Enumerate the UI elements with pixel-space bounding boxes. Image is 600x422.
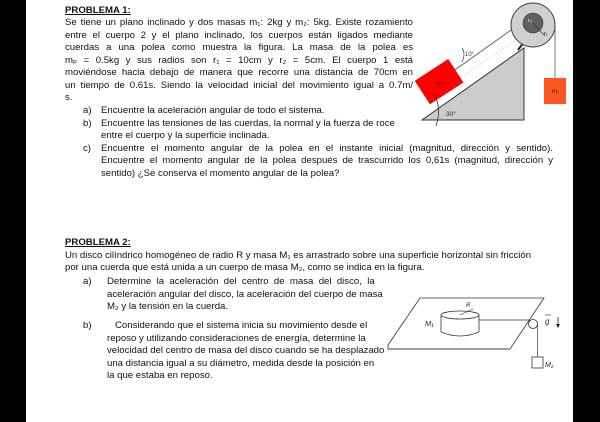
problem1-intro-line: un tiempo de 0.61s. Siendo la velocidad inicial del movimiento igual a 0.7m/: [65, 79, 413, 91]
problem2-heading: PROBLEMA 2:: [65, 237, 131, 248]
item-label: b): [83, 117, 92, 129]
problem2-intro-line: Un disco cilíndrico homogéneo de radio R y masa M₁ es arrastrado sobre una superficie horizontal sin fricción: [65, 249, 532, 261]
problem1-heading: PROBLEMA 1:: [65, 5, 131, 16]
radius-label: R: [466, 303, 471, 309]
item-text: Encuentre la aceleración angular de todo el sistema.: [101, 105, 325, 116]
disk-mass-label: M₁: [425, 319, 434, 328]
gravity-label: g: [545, 317, 550, 326]
block-m2-label: m₂: [435, 79, 445, 89]
item-text: velocidad del centro de masa del disco cuando se ha desplazado: [107, 345, 385, 356]
problem1-intro-line: entre el cuerpo 2 y el plano inclinado, los cuerpos están ligados mediante: [65, 29, 413, 41]
incline-pulley-figure: [390, 0, 570, 140]
item-label: b): [83, 320, 92, 331]
item-text: Considerando que el sistema inicia su movimiento desde el: [107, 320, 368, 331]
item-text: la que estaba en reposo.: [107, 370, 213, 381]
item-text: Encuentre el momento angular de la polea en el instante inicial (magnitud, dirección y sentido).: [101, 142, 553, 154]
small-pulley: [529, 320, 538, 329]
problem1-intro-line: cuerdas a una polea como muestra la figura. La masa de la polea es: [65, 42, 413, 53]
item-text: Encuentre el momento angular de la polea después de trascurrido los 0,61s (magnitud, dirección y: [101, 155, 553, 166]
item-label: a): [83, 105, 92, 116]
problem1-intro-line: mₚ = 0.5kg y sus radios son r₁ = 10cm y r₂ = 5cm. El cuerpo 1 está: [65, 54, 413, 66]
item-label: a): [83, 276, 92, 287]
hanging-mass-block: [532, 357, 543, 368]
item-text: sentido) ¿Se conserva el momento angular de la polea?: [101, 167, 340, 179]
rope-angle-arc: [462, 48, 464, 62]
hanging-mass-label: M₂: [545, 362, 554, 369]
item-text: Determine la aceleración del centro de masa del disco, la: [107, 276, 375, 287]
incline-angle-label: 30°: [446, 111, 456, 118]
document-page: [26, 0, 573, 422]
disk-pulley-figure: [380, 295, 580, 385]
problem2-intro-line: por una cuerda que está unida a un cuerpo de masa M₂, como se indica en la figura.: [65, 262, 425, 273]
item-text: una distancia igual a su diámetro, medida desde la posición en: [107, 357, 375, 369]
item-text: M₂ y la tensión en la cuerda.: [107, 301, 229, 312]
block-m1-label: m₁: [552, 89, 560, 95]
gravity-arrowhead-icon: [556, 324, 560, 328]
rope-angle-label: 10°: [465, 52, 475, 58]
disk-bottom: [441, 332, 479, 336]
item-text: aceleración angular del disco, la aceleración del cuerpo de masa: [107, 288, 383, 300]
item-text: reposo y utilizando consideraciones de energía, determine la: [107, 332, 366, 344]
problem1-intro-line: Se tiene un plano inclinado y dos masas m₁: 2kg y m₂: 5kg. Existe rozamiento: [65, 17, 413, 28]
outer-radius-label: r₁: [544, 31, 548, 37]
item-text: entre el cuerpo y la superficie inclinada.: [101, 130, 270, 141]
problem1-intro-line: moviéndose hacia debajo de manera que recorre una distancia de 70cm en: [65, 67, 413, 78]
inner-radius-label: r₂: [528, 18, 532, 24]
item-text: Encuentre las tensiones de las cuerdas, la normal y la fuerza de roce: [101, 117, 395, 129]
item-label: c): [83, 142, 91, 154]
problem1-intro-line: s.: [65, 92, 73, 103]
